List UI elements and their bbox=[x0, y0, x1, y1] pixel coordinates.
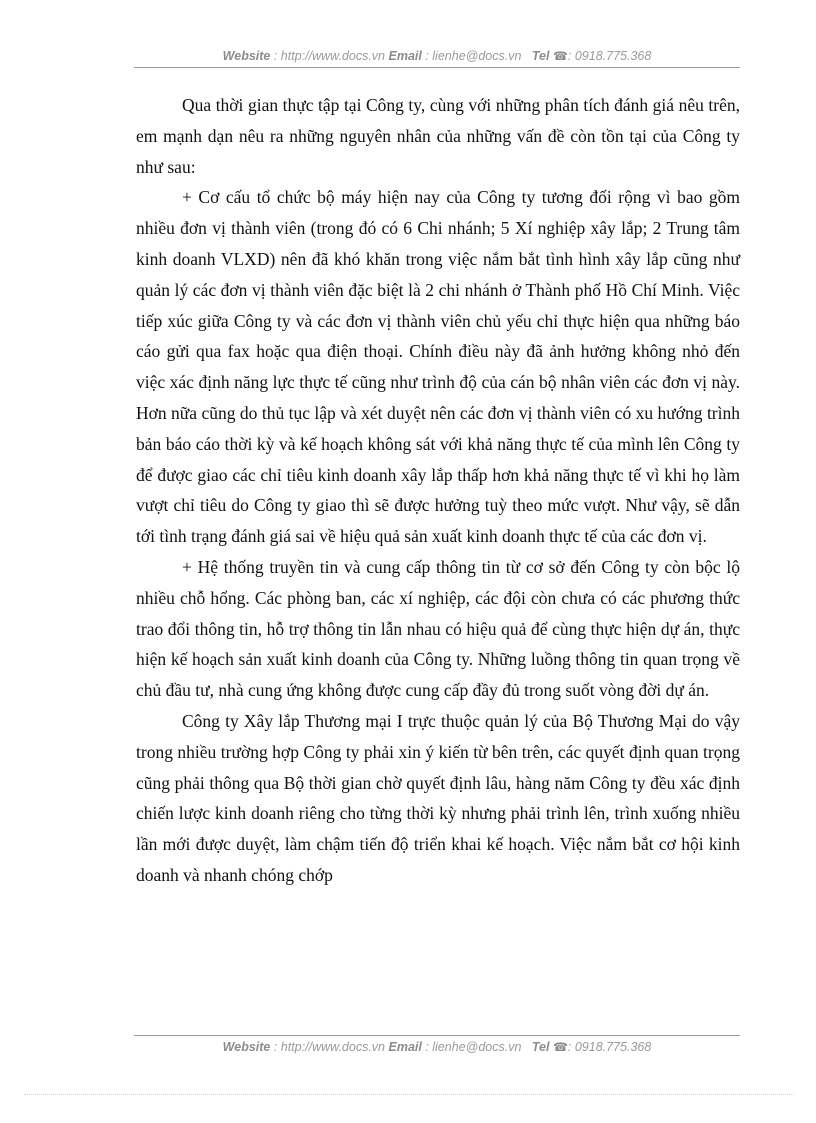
header-website-sep: : bbox=[270, 49, 281, 63]
paragraph-intro: Qua thời gian thực tập tại Công ty, cùng với những phân tích đánh giá nêu trên, em mạnh dạn nêu ra những nguyên nhân của những vấn đề còn tồn tại của Công ty như sau: bbox=[136, 95, 740, 177]
footer-website-url[interactable]: http://www.docs.vn bbox=[280, 1040, 386, 1054]
footer-tel-value: 0918.775.368 bbox=[574, 1040, 652, 1054]
footer-email-sep: : bbox=[421, 1040, 433, 1054]
footer-website-label: Website bbox=[222, 1040, 271, 1054]
paragraph-ministry-control: Công ty Xây lắp Thương mại I trực thuộc quản lý của Bộ Thương Mại do vậy trong nhiều trường hợp Công ty phải xin ý kiến từ bên trên, các quyết định quan trọng cũng phải thông qua Bộ thời gian chờ quyết định lâu, hàng năm Công ty đều xác định chiến lược kinh doanh riêng cho từng thời kỳ nhưng phải trình lên, trình xuống nhiều lần mới được duyệt, làm chậm tiến độ triển khai kế hoạch. Việc nắm bắt cơ hội kinh doanh và nhanh chóng chớp bbox=[136, 710, 740, 885]
footer-website-sep: : bbox=[270, 1040, 281, 1054]
header-tel-sep: : bbox=[567, 49, 575, 63]
footer-tel-label: Tel bbox=[531, 1040, 550, 1054]
header-website-label: Website bbox=[222, 49, 271, 63]
paragraph-information-system: + Hệ thống truyền tin và cung cấp thông tin từ cơ sở đến Công ty còn bộc lộ nhiều chỗ hổng. Các phòng ban, các xí nghiệp, các đội còn chưa có các phương thức trao đổi thông tin, hỗ trợ thông tin lẫn nhau có hiệu quả để cùng thực hiện dự án, thực hiện kế hoạch sản xuất kinh doanh của Công ty. Những luồng thông tin quan trọng về chủ đầu tư, nhà cung ứng không được cung cấp đầy đủ trong suốt vòng đời dự án. bbox=[136, 556, 740, 701]
header-email-sep: : bbox=[421, 49, 433, 63]
paragraph-org-structure: + Cơ cấu tổ chức bộ máy hiện nay của Công ty tương đối rộng vì bao gồm nhiều đơn vị thành viên (trong đó có 6 Chi nhánh; 5 Xí nghiệp xây lắp; 2 Trung tâm kinh doanh VLXD) nên đã khó khăn trong việc nắm bắt tình hình xây lắp cũng như quản lý các đơn vị thành viên đặc biệt là 2 chi nhánh ở Thành phố Hồ Chí Minh. Việc tiếp xúc giữa Công ty và các đơn vị thành viên chủ yếu chỉ thực hiện qua những báo cáo gửi qua fax hoặc qua điện thoại. Chính điều này đã ảnh hưởng không nhỏ đến việc xác định năng lực thực tế cũng như trình độ của cán bộ nhân viên các đơn vị này. Hơn nữa cũng do thủ tục lập và xét duyệt nên các đơn vị thành viên có xu hướng trình bản báo cáo thời kỳ và kế hoạch không sát với khả năng thực tế của mình lên Công ty để được giao các chỉ tiêu kinh doanh xây lắp thấp hơn khả năng thực tế vì khi họ làm vượt chỉ tiêu do Công ty giao thì sẽ được hưởng tuỳ theo mức vượt. Như vậy, sẽ dẫn tới tình trạng đánh giá sai về hiệu quả sản xuất kinh doanh thực tế của các đơn vị. bbox=[136, 187, 740, 547]
header-tel-value: 0918.775.368 bbox=[574, 49, 652, 63]
header-email-label: Email bbox=[388, 49, 422, 63]
footer-tel-sep: : bbox=[567, 1040, 575, 1054]
header-email-value[interactable]: lienhe@docs.vn bbox=[432, 49, 522, 63]
phone-icon: ☎ bbox=[552, 1040, 568, 1054]
header-website-url[interactable]: http://www.docs.vn bbox=[280, 49, 386, 63]
footer-email-label: Email bbox=[388, 1040, 422, 1054]
document-body bbox=[136, 90, 740, 891]
footer-contact-bar bbox=[134, 1036, 740, 1058]
header-contact-bar bbox=[134, 45, 740, 67]
page-bottom-dotted-divider bbox=[24, 1094, 794, 1095]
header-divider bbox=[134, 67, 740, 68]
footer-email-value[interactable]: lienhe@docs.vn bbox=[432, 1040, 522, 1054]
header-tel-label: Tel bbox=[531, 49, 550, 63]
phone-icon: ☎ bbox=[552, 49, 568, 63]
